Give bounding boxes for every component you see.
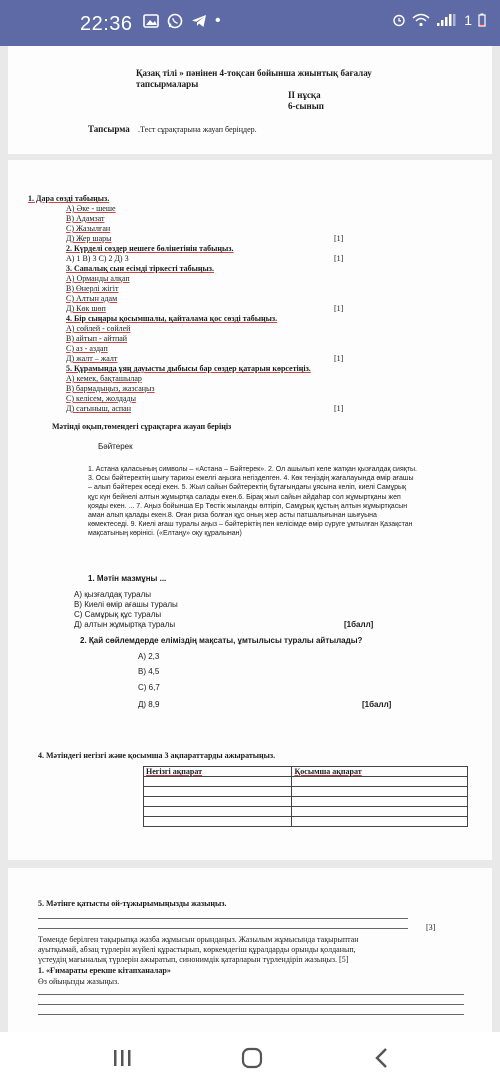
- q2-points: [1]: [334, 254, 344, 263]
- table-row[interactable]: [144, 797, 468, 807]
- q1-option-d: Д) Жер шары: [66, 234, 112, 243]
- answer-line[interactable]: [38, 918, 408, 919]
- writing-instruction-line1: Төменде берілген тақырыпқа жазба жұмысын орындаңыз. Жазылым жұмысында тақырыптан: [38, 935, 359, 944]
- reading-q2: 2. Қай сөйлемдерде еліміздің мақсаты, ұмтылысы туралы айтылады?: [80, 636, 363, 645]
- table-row[interactable]: [144, 787, 468, 797]
- reading-q1-option-b: В) Киелі өмір ағашы туралы: [74, 600, 178, 609]
- battery-icon: [478, 13, 486, 27]
- navigation-bar: [0, 1032, 500, 1084]
- essay-topic: 1. «Ғимараты ерекше кітапханалар»: [38, 966, 171, 975]
- table-cell[interactable]: [144, 817, 292, 827]
- reading-paragraph: 1. Астана қаласының символы – «Астана – Бәйтерек». 2. Ол ашылып келе жатқан қызғалдақ сияқты. 3. Осы бәйтеректің шығу тарихы ежелгі аңызға негізделген. 4. Көк теңіздің жағалауында өмір ағашы – алып бәйтерек өседі екен. 5. Жыл сайын бәйтеректің бұтағындағы ұясына келіп, киелі Самұрық құс күн бейнелі алтын жұмыртқа салады екен.6. Бірақ жыл сайын айдаһар сол жұмыртқаны жеп қояды екен. ... 7. Аңыз бойынша Ер Төстік жыланды өлтіріп, Самұрық құстың алтын жұмыртқасын аман алып қалады екен.8. Оған риза болған құс оның жер асты патшалығынан шығуына көмектеседі. 9. Киелі ағаш туралы аңыз – бәйтеріктің пен келісімде өмір сүруге ұмтылған Қазақстан мақсатының көрінісі. («Елтаңу» оқу құралынан): [88, 466, 417, 538]
- reading-q1: 1. Мәтін мазмұны ...: [88, 574, 167, 583]
- table-cell[interactable]: [292, 787, 468, 797]
- alarm-icon: [392, 13, 406, 27]
- question-4: 4. Бір сыңары қосымшалы, қайталама қос сөзді табыңыз.: [66, 314, 278, 323]
- grade-label: 6-сынып: [288, 101, 324, 111]
- task5-question: 5. Мәтінге қатысты ой-тұжырымыңызды жазыңыз.: [38, 899, 227, 908]
- task5-points: [3]: [426, 923, 436, 932]
- reading-q1-points: [1балл]: [344, 620, 374, 629]
- q3-option-d: Д) Көк шөп: [66, 304, 106, 313]
- home-icon[interactable]: [240, 1046, 264, 1070]
- task-label: Тапсырма: [88, 124, 130, 134]
- telegram-icon: [191, 14, 207, 28]
- writing-instruction-line3: үстеудің мағыналық түрлерін ажыратып, синонимдік қатарларын түрлендіріп жазыңыз. [5]: [38, 955, 349, 964]
- variant-label: II нұсқа: [288, 90, 321, 100]
- test-sheet: [8, 160, 492, 860]
- writing-instruction-line2: ауытқымай, абзац түрлерін жүйелі құрастырып, көркемдегіш құралдарды орынды қолданып,: [38, 945, 356, 954]
- reading-q1-option-a: А) қызғалдақ туралы: [74, 590, 151, 599]
- table-row[interactable]: [144, 817, 468, 827]
- table-cell[interactable]: [292, 817, 468, 827]
- gallery-icon: [143, 14, 159, 28]
- signal-icon: [436, 13, 458, 27]
- q3-option-a: А) Орманды алқап: [66, 274, 130, 283]
- reading-text-title: Бәйтерек: [98, 442, 133, 451]
- info-table: [143, 766, 468, 827]
- table-header-extra: Қосымша ақпарат: [292, 767, 468, 777]
- q4-option-d: Д) жалт – жалт: [66, 354, 118, 363]
- recent-apps-icon[interactable]: [112, 1048, 132, 1068]
- answer-line[interactable]: [38, 1014, 464, 1015]
- wifi-icon: [412, 13, 430, 27]
- answer-line[interactable]: [38, 1004, 464, 1005]
- q1-option-c: С) Жазылған: [66, 224, 111, 233]
- reading-instruction: Мәтінді оқып,төмендегі сұрақтарға жауап беріңіз: [52, 422, 232, 431]
- reading-q2-option-b: В) 4,5: [138, 667, 160, 676]
- exam-title-line2: тапсырмалары: [136, 79, 199, 89]
- question-5: 5. Құрамында ұяң дауысты дыбысы бар сөздер қатарын көрсетіңіз.: [66, 364, 311, 373]
- answer-line[interactable]: [38, 928, 408, 929]
- question-2: 2. Күрделі сөздер нешеге бөлінетінін табыңыз.: [66, 244, 234, 253]
- q1-points: [1]: [334, 234, 344, 243]
- notification-dot: •: [215, 12, 221, 29]
- notification-icons: [143, 12, 221, 30]
- table-cell[interactable]: [292, 777, 468, 787]
- reading-q2-points: [1балл]: [362, 700, 392, 709]
- table-cell[interactable]: [144, 787, 292, 797]
- q5-option-c: С) келісем, жолдады: [66, 394, 136, 403]
- table-cell[interactable]: [144, 777, 292, 787]
- back-icon[interactable]: [372, 1047, 392, 1069]
- writing-sheet: [8, 868, 492, 1032]
- status-bar: [0, 0, 500, 46]
- q5-points: [1]: [334, 404, 344, 413]
- question-3: 3. Сапалық сын есімді тіркесті табыңыз.: [66, 264, 214, 273]
- q1-option-b: В) Адамзат: [66, 214, 105, 223]
- status-time: 22:36: [80, 13, 133, 35]
- system-icons: [392, 12, 486, 28]
- q3-option-c: С) Алтын адам: [66, 294, 118, 303]
- essay-footer: Өз ойыңызды жазыңыз.: [38, 977, 120, 986]
- answer-line[interactable]: [38, 994, 464, 995]
- q4-option-b: В) айтып - айтпай: [66, 334, 128, 343]
- table-cell[interactable]: [144, 797, 292, 807]
- q5-option-d: Д) сағыныш, аспан: [66, 404, 132, 413]
- table-cell[interactable]: [144, 807, 292, 817]
- task4-question: 4. Мәтіндегі негізгі және қосымша 3 ақпараттарды ажыратыңыз.: [38, 751, 276, 760]
- q4-points: [1]: [334, 354, 344, 363]
- q4-option-c: С) аз - аздап: [66, 344, 108, 353]
- q2-answers: А) 1 В) 3 С) 2 Д) 3: [66, 254, 129, 263]
- battery-level: 1: [464, 12, 472, 28]
- table-cell[interactable]: [292, 807, 468, 817]
- question-1: 1. Дара сөзді табыңыз.: [28, 194, 110, 203]
- task-text: .Тест сұрақтарына жауап беріңдер.: [138, 125, 257, 134]
- table-row[interactable]: [144, 777, 468, 787]
- reading-q2-option-a: А) 2,3: [138, 652, 160, 661]
- q3-points: [1]: [334, 304, 344, 313]
- q5-option-b: В) бармадыңыз, жазсаңыз: [66, 384, 155, 393]
- q5-option-a: А) кемек, бақташылар: [66, 374, 142, 383]
- reading-q1-option-d: Д) алтын жұмыртқа туралы: [74, 620, 176, 629]
- reading-q2-option-d: Д) 8,9: [138, 700, 160, 709]
- table-row[interactable]: [144, 807, 468, 817]
- table-header-main: Негізгі ақпарат: [144, 767, 292, 777]
- q1-option-a: А) Әке - шеше: [66, 204, 116, 213]
- page-header-sheet: [8, 46, 492, 154]
- whatsapp-icon: [167, 13, 183, 29]
- exam-title-line1: Қазақ тілі » пәнінен 4-тоқсан бойынша жиынтық бағалау: [136, 68, 372, 78]
- reading-q2-option-c: С) 6,7: [138, 683, 160, 692]
- q4-option-a: А) сөйлей - сөйлей: [66, 324, 131, 333]
- table-cell[interactable]: [292, 797, 468, 807]
- q3-option-b: В) Өнерлі жігіт: [66, 284, 119, 293]
- reading-q1-option-c: С) Самұрық құс туралы: [74, 610, 162, 619]
